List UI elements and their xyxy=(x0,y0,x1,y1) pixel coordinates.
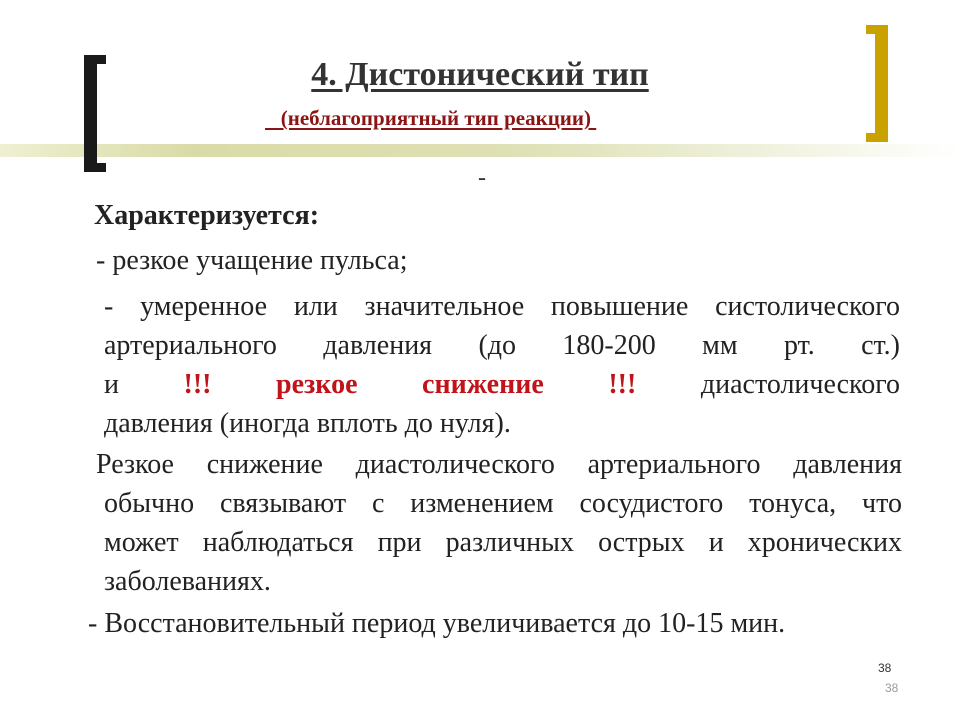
slide-subtitle: (неблагоприятный тип реакции) xyxy=(265,106,597,130)
pressure-line-3-start: и xyxy=(104,369,119,400)
slide-title: 4. Дистонический тип xyxy=(311,56,649,93)
paragraph-line-2: обычно связывают с изменением сосудистого тонуса, что xyxy=(104,488,902,519)
pressure-line-2: артериального давления (до 180-200 мм рт. ст.) xyxy=(104,330,900,361)
paragraph-line-4: заболеваниях. xyxy=(104,566,271,597)
emphasis-text: !!! резкое снижение !!! xyxy=(183,369,637,400)
paragraph-line-3: может наблюдаться при различных острых и хронических xyxy=(104,527,902,558)
list-item-recovery: - Восстановительный период увеличивается до 10-15 мин. xyxy=(88,608,786,639)
page-number: 38 xyxy=(878,661,892,675)
paragraph-explanation xyxy=(96,445,902,601)
paragraph-line-1: Резкое снижение диастолического артериального давления xyxy=(96,449,902,480)
pressure-line-3 xyxy=(104,365,900,404)
footer-page-number: 38 xyxy=(885,681,899,695)
pressure-line-3-end: диастолического xyxy=(700,369,901,400)
decorative-band xyxy=(0,144,960,157)
list-item-pulse: - резкое учащение пульса; xyxy=(96,245,408,276)
list-item-pressure xyxy=(104,287,900,443)
pressure-line-1: - умеренное или значительное повышение систолического xyxy=(104,291,900,322)
pressure-line-4: давления (иногда вплоть до нуля). xyxy=(104,408,511,439)
dash-mark: - xyxy=(478,165,486,191)
section-heading: Характеризуется: xyxy=(94,200,320,231)
